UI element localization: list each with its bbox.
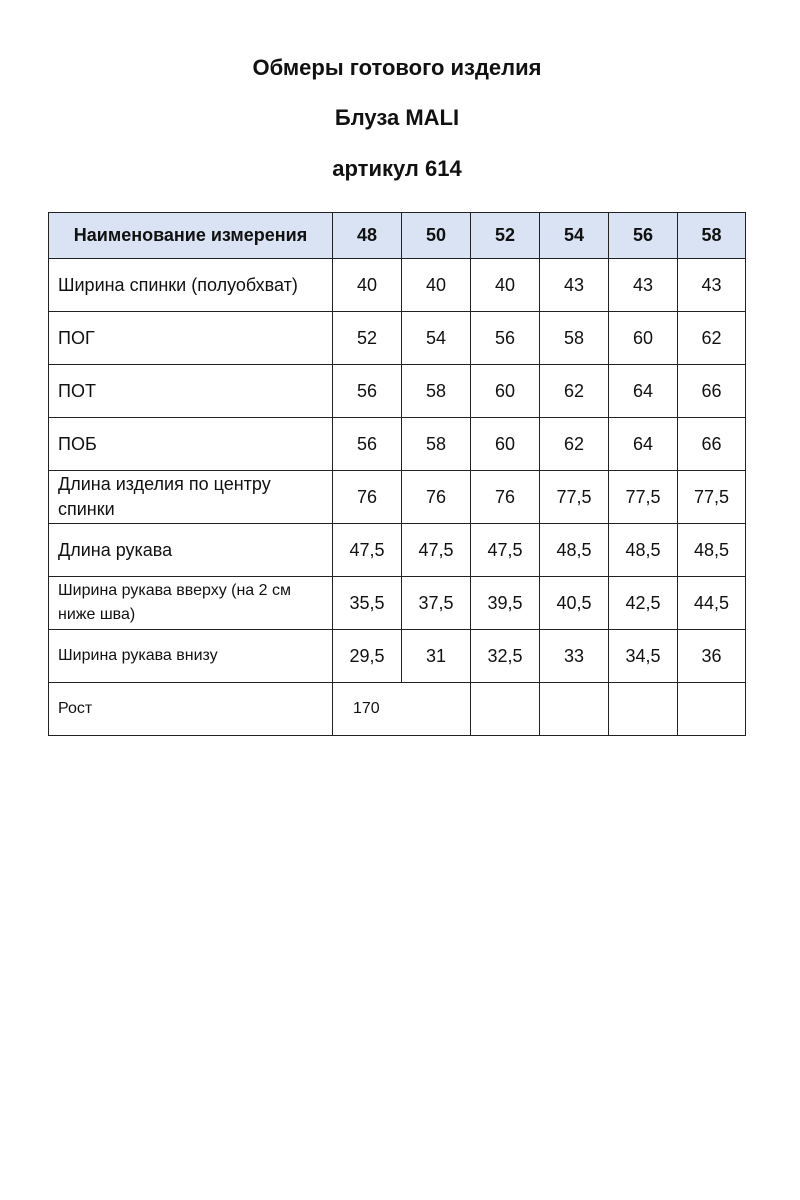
- measurement-value: 40: [333, 259, 402, 312]
- measurement-value: 77,5: [540, 471, 609, 524]
- measurement-value: 56: [333, 365, 402, 418]
- measurement-value: 62: [540, 365, 609, 418]
- empty-cell: [678, 683, 746, 736]
- measurement-value: 56: [333, 418, 402, 471]
- product-name: Блуза MALI: [334, 105, 460, 130]
- measurement-value: 47,5: [402, 524, 471, 577]
- empty-cell: [540, 683, 609, 736]
- measurement-name: Длина изделия по центру спинки: [49, 471, 333, 524]
- measurement-value: 33: [540, 630, 609, 683]
- measurement-value: 58: [402, 365, 471, 418]
- page-title: Обмеры готового изделия: [252, 55, 542, 80]
- measurement-value: 52: [333, 312, 402, 365]
- measurement-value: 62: [540, 418, 609, 471]
- measurement-value: 58: [540, 312, 609, 365]
- measurement-name: ПОБ: [49, 418, 333, 471]
- measurement-value: 47,5: [333, 524, 402, 577]
- measurement-value: 40,5: [540, 577, 609, 630]
- measurement-value: 47,5: [471, 524, 540, 577]
- measurement-value: 48,5: [540, 524, 609, 577]
- measurement-value: 29,5: [333, 630, 402, 683]
- measurement-value: 39,5: [471, 577, 540, 630]
- column-header-size: 56: [609, 213, 678, 259]
- column-header-size: 52: [471, 213, 540, 259]
- measurement-value: 34,5: [609, 630, 678, 683]
- measurement-value: 66: [678, 418, 746, 471]
- measurement-value: 60: [471, 418, 540, 471]
- measurement-value: 43: [678, 259, 746, 312]
- table-row: [49, 312, 746, 365]
- empty-cell: [609, 683, 678, 736]
- column-header-name: Наименование измерения: [49, 213, 333, 259]
- height-row: [49, 683, 746, 736]
- measurement-value: 62: [678, 312, 746, 365]
- measurement-value: 54: [402, 312, 471, 365]
- column-header-size: 58: [678, 213, 746, 259]
- measurement-value: 31: [402, 630, 471, 683]
- measurement-value: 43: [540, 259, 609, 312]
- measurement-value: 32,5: [471, 630, 540, 683]
- table-row: [49, 577, 746, 630]
- height-value: 170: [333, 683, 471, 736]
- measurement-value: 37,5: [402, 577, 471, 630]
- measurement-value: 77,5: [678, 471, 746, 524]
- measurement-value: 76: [333, 471, 402, 524]
- measurement-value: 76: [402, 471, 471, 524]
- measurement-value: 48,5: [609, 524, 678, 577]
- column-header-size: 54: [540, 213, 609, 259]
- column-header-size: 48: [333, 213, 402, 259]
- measurement-value: 64: [609, 365, 678, 418]
- column-header-size: 50: [402, 213, 471, 259]
- table-row: [49, 259, 746, 312]
- measurement-value: 77,5: [609, 471, 678, 524]
- measurement-value: 42,5: [609, 577, 678, 630]
- measurement-value: 48,5: [678, 524, 746, 577]
- measurement-name: Ширина спинки (полуобхват): [49, 259, 333, 312]
- measurement-value: 40: [402, 259, 471, 312]
- measurement-name: ПОГ: [49, 312, 333, 365]
- measurement-value: 43: [609, 259, 678, 312]
- measurement-name: Ширина рукава вверху (на 2 см ниже шва): [49, 577, 333, 630]
- article-number: артикул 614: [332, 156, 462, 181]
- table-row: [49, 418, 746, 471]
- measurement-name: Ширина рукава внизу: [49, 630, 333, 683]
- measurement-value: 44,5: [678, 577, 746, 630]
- measurement-value: 56: [471, 312, 540, 365]
- table-row: [49, 471, 746, 524]
- height-label: Рост: [49, 683, 333, 736]
- measurement-value: 58: [402, 418, 471, 471]
- measurement-name: Длина рукава: [49, 524, 333, 577]
- measurement-value: 66: [678, 365, 746, 418]
- table-row: [49, 630, 746, 683]
- measurement-value: 35,5: [333, 577, 402, 630]
- measurement-value: 76: [471, 471, 540, 524]
- measurements-table: [48, 212, 746, 736]
- measurement-value: 64: [609, 418, 678, 471]
- table-row: [49, 365, 746, 418]
- measurement-value: 60: [471, 365, 540, 418]
- measurement-value: 40: [471, 259, 540, 312]
- table-row: [49, 524, 746, 577]
- measurement-name: ПОТ: [49, 365, 333, 418]
- table-header-row: [49, 213, 746, 259]
- measurement-value: 60: [609, 312, 678, 365]
- measurement-value: 36: [678, 630, 746, 683]
- empty-cell: [471, 683, 540, 736]
